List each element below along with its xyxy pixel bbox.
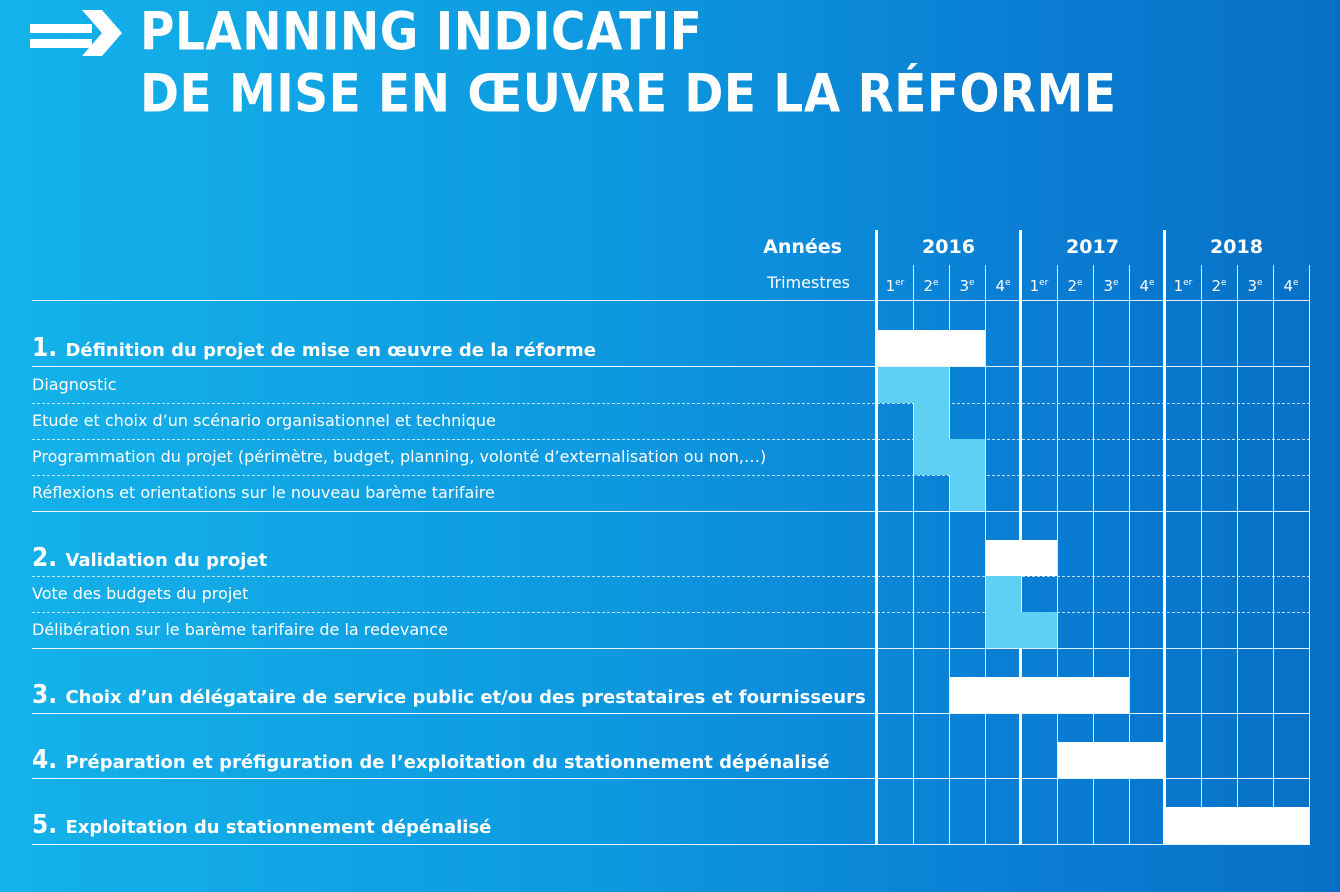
quarter-label [949,268,985,301]
quarter-suffix: e [1257,278,1263,288]
quarter-suffix: er [1183,278,1193,288]
task-label: Diagnostic [32,375,117,394]
quarter-label [985,268,1021,301]
quarter-number: 2 [1067,277,1077,295]
quarter-suffix: er [1039,278,1049,288]
header-divider [32,300,1310,301]
quarter-label [1201,268,1237,301]
phase-label [32,677,866,713]
page-title-line-2: DE MISE EN ŒUVRE DE LA RÉFORME [140,63,1117,125]
task-label: Délibération sur le barème tarifaire de la redevance [32,620,448,639]
row-separator [32,844,1310,845]
quarter-number: 3 [1103,277,1113,295]
quarter-number: 1 [885,277,896,295]
phase-bar [1058,742,1165,778]
years-header-label: Années [763,236,842,258]
quarter-label [1057,268,1093,301]
quarter-divider [1201,265,1202,845]
page-title-line-1: PLANNING INDICATIF [140,1,703,63]
row-separator [32,713,1310,714]
quarter-suffix: e [933,278,939,288]
task-label: Réflexions et orientations sur le nouveau barème tarifaire [32,483,495,502]
quarter-divider [1237,265,1238,845]
row-separator [32,778,1310,779]
task-bar [914,403,949,439]
quarter-suffix: e [969,278,975,288]
phase-label [32,742,830,778]
quarter-label [877,268,913,301]
phase-title: Choix d’un délégataire de service public et/ou des prestataires et fournisseurs [59,687,866,708]
task-bar [878,367,949,403]
phase-bar [986,540,1057,576]
row-separator [32,366,1310,367]
phase-number: 2. [32,543,58,573]
quarter-divider [1273,265,1274,845]
quarter-suffix: e [1293,278,1299,288]
phase-bar [878,330,985,366]
task-label: Etude et choix d’un scénario organisationnel et technique [32,411,496,430]
quarter-label [1021,268,1057,301]
phase-label [32,330,596,366]
task-label: Programmation du projet (périmètre, budget, planning, volonté d’externalisation ou non,…) [32,447,767,466]
phase-number: 4. [32,745,58,775]
year-2016-label: 2016 [922,236,975,258]
phase-number: 3. [32,680,58,710]
phase-label [32,540,267,576]
year-2018-label: 2018 [1210,236,1263,258]
phase-label [32,807,491,844]
phase-bar [1166,807,1309,844]
phase-title: Définition du projet de mise en œuvre de la réforme [59,340,596,361]
quarter-label [1093,268,1129,301]
quarter-label [1237,268,1273,301]
phase-bar [950,677,1129,713]
quarter-label [1273,268,1309,301]
quarter-label [1129,268,1165,301]
quarter-number: 2 [1211,277,1221,295]
phase-title: Préparation et préfiguration de l’exploitation du stationnement dépénalisé [59,752,830,773]
quarter-label [913,268,949,301]
task-bar [986,612,1057,648]
quarter-suffix: er [895,278,905,288]
year-divider [1019,230,1022,845]
grid-right-border [1309,265,1310,845]
task-label: Vote des budgets du projet [32,584,249,603]
quarter-suffix: e [1221,278,1227,288]
quarters-header-label: Trimestres [767,273,850,292]
quarter-number: 4 [1139,277,1149,295]
row-separator [32,511,1310,512]
quarter-suffix: e [1113,278,1119,288]
phase-number: 5. [32,810,58,840]
quarter-number: 1 [1029,277,1040,295]
year-divider [875,230,878,845]
task-bar [986,576,1021,612]
year-2017-label: 2017 [1066,236,1119,258]
quarter-label [1165,268,1201,301]
quarter-number: 4 [1283,277,1293,295]
quarter-suffix: e [1149,278,1155,288]
phase-title: Exploitation du stationnement dépénalisé [59,817,492,838]
quarter-number: 4 [995,277,1005,295]
arrow-logo-icon [30,10,122,56]
quarter-number: 2 [923,277,933,295]
quarter-suffix: e [1077,278,1083,288]
task-bar [914,439,985,475]
quarter-suffix: e [1005,278,1011,288]
quarter-number: 1 [1173,277,1184,295]
quarter-number: 3 [959,277,969,295]
phase-number: 1. [32,333,58,363]
phase-title: Validation du projet [59,550,268,571]
row-separator [32,648,1310,649]
task-bar [950,475,985,511]
quarter-number: 3 [1247,277,1257,295]
